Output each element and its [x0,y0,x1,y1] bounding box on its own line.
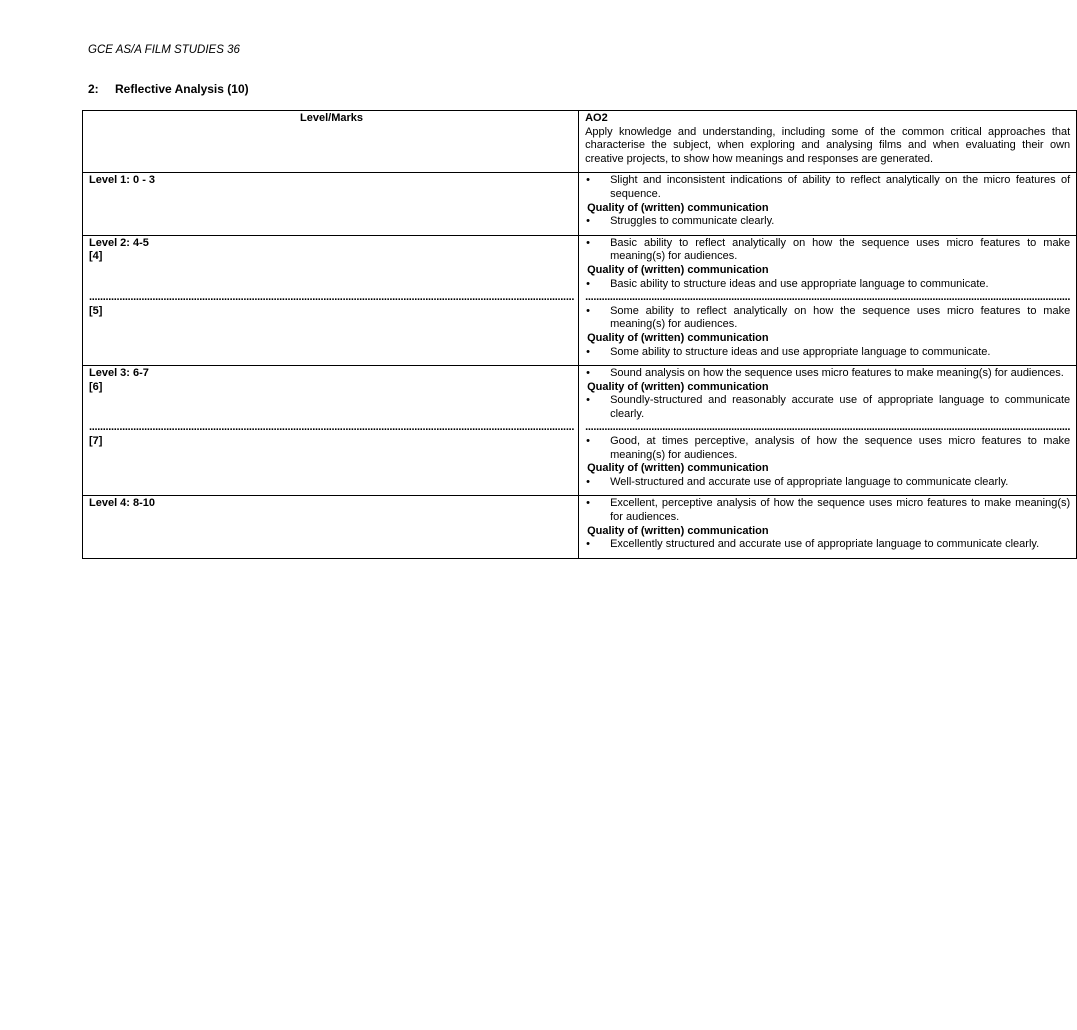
list-item: • Good, at times perceptive, analysis of how the sequence uses micro features to make meaning(s) for audiences. [585,435,1070,462]
quality-label: Quality of (written) communication [587,331,769,344]
quality-label: Quality of (written) communication [587,201,769,214]
quality-label: Quality of (written) communication [587,263,769,276]
section-number: 2: [88,82,99,96]
ao2-description: Apply knowledge and understanding, including some of the common critical approaches that characterise the subject, when exploring and analysing films and when evaluating their own creative projects, to show how meanings and responses are generated. [585,125,1071,165]
list-item: • Excellently structured and accurate use of appropriate language to communicate clearly. [585,538,1070,552]
level-3-descriptor [579,366,1077,496]
list-item: • Excellent, perceptive analysis of how the sequence uses micro features to make meaning(s) for audiences. [585,497,1070,524]
list-item: • Slight and inconsistent indications of ability to reflect analytically on the micro features of sequence. [585,174,1070,201]
quality-label: Quality of (written) communication [587,462,769,475]
mark-6: [6] [89,380,103,393]
table-header-row [83,111,1077,173]
level-marks-header: Level/Marks [83,111,579,173]
level-1-descriptor [579,173,1077,235]
separator-dots: ................................................................................................................................................................................ [585,421,1071,434]
page-header: GCE AS/A FILM STUDIES 36 [88,44,240,56]
section-title [88,82,249,96]
level-3-marks [83,366,579,496]
quality-label: Quality of (written) communication [587,380,769,393]
table-row-level-3 [83,366,1077,496]
mark-4: [4] [89,250,103,263]
table-row-level-4 [83,496,1077,558]
ao2-header-cell [579,111,1077,173]
table-row-level-1 [83,173,1077,235]
separator-dots: ................................................................................................................................................................................ [585,291,1071,304]
mark-5: [5] [89,304,103,317]
list-item: • Basic ability to structure ideas and use appropriate language to communicate. [585,278,1070,292]
mark-7: [7] [89,435,103,448]
table-row-level-2 [83,235,1077,365]
separator-dots: ................................................................................................................................................................................ [89,291,575,304]
level-1-label: Level 1: 0 - 3 [83,173,579,235]
level-2-label: Level 2: 4-5 [89,236,149,249]
marking-rubric-table [82,110,1077,559]
quality-label: Quality of (written) communication [587,524,769,537]
level-2-marks [83,235,579,365]
level-2-descriptor [579,235,1077,365]
list-item: • Soundly-structured and reasonably accurate use of appropriate language to communicate clearly. [585,394,1070,421]
list-item: • Some ability to reflect analytically on how the sequence uses micro features to make meaning(s) for audiences. [585,305,1070,332]
level-3-label: Level 3: 6-7 [89,367,149,380]
list-item: • Sound analysis on how the sequence uses micro features to make meaning(s) for audiences. [585,367,1070,381]
list-item: • Basic ability to reflect analytically on how the sequence uses micro features to make meaning(s) for audiences. [585,237,1070,264]
list-item: • Struggles to communicate clearly. [585,215,1070,229]
separator-dots: ................................................................................................................................................................................ [89,421,575,434]
list-item: • Some ability to structure ideas and use appropriate language to communicate. [585,346,1070,360]
section-title-text: Reflective Analysis (10) [115,82,249,96]
list-item: • Well-structured and accurate use of appropriate language to communicate clearly. [585,476,1070,490]
level-4-descriptor [579,496,1077,558]
ao2-title: AO2 [585,112,608,124]
level-4-label: Level 4: 8-10 [83,496,579,558]
